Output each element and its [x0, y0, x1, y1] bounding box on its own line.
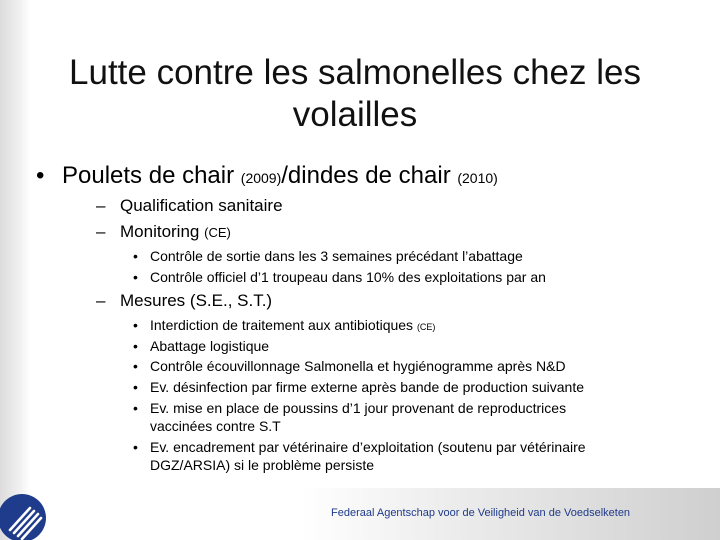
bullet-dot: •: [36, 162, 45, 189]
measure-item-text-cont: vaccinées contre S.T: [150, 418, 281, 434]
sub-bullet-monitoring: [96, 221, 231, 244]
left-decorative-band: [0, 0, 30, 540]
bullet-dot: •: [133, 248, 138, 264]
measure-item-text: Ev. mise en place de poussins d’1 jour provenant de reproductrices: [150, 400, 567, 416]
bullet-dot: •: [133, 338, 138, 354]
bullet-dot: •: [133, 358, 138, 374]
dash-bullet: –: [96, 291, 106, 310]
measure-item: [133, 378, 584, 396]
measure-item-text-cont: DGZ/ARSIA) si le problème persiste: [150, 457, 375, 473]
main-bullet-year-a: (2009): [240, 170, 282, 186]
monitoring-item: [133, 247, 523, 265]
measure-item: [133, 316, 436, 336]
slide-title: [40, 52, 670, 136]
slide-title-line2: volailles: [292, 95, 418, 134]
sub-bullet-mesures-text: Mesures (S.E., S.T.): [120, 291, 273, 310]
sub-bullet-monitoring-text: Monitoring: [120, 222, 205, 241]
monitoring-item: [133, 268, 546, 286]
main-bullet-year-b: (2010): [457, 170, 498, 186]
dash-bullet: –: [96, 222, 106, 241]
measure-item-text: Ev. désinfection par firme externe après bande de production suivante: [150, 379, 584, 395]
main-bullet-text-b: /dindes de chair: [281, 162, 458, 189]
measure-item: [133, 438, 586, 474]
afsca-fork-knife-logo-icon: [0, 478, 62, 540]
main-bullet: [36, 162, 498, 192]
bullet-dot: •: [133, 400, 138, 416]
bullet-dot: •: [133, 379, 138, 395]
sub-bullet-monitoring-small: (CE): [204, 225, 231, 240]
dash-bullet: –: [96, 196, 106, 215]
measure-item: [133, 357, 566, 375]
measure-item-text: Ev. encadrement par vétérinaire d’exploitation (soutenu par vétérinaire: [150, 439, 586, 455]
measure-item-text: Contrôle écouvillonnage Salmonella et hygiénogramme après N&D: [150, 358, 566, 374]
bullet-dot: •: [133, 439, 138, 455]
sub-bullet-qualification: [96, 195, 283, 217]
monitoring-item-text: Contrôle officiel d’1 troupeau dans 10% des exploitations par an: [150, 269, 546, 285]
monitoring-item-text: Contrôle de sortie dans les 3 semaines précédant l’abattage: [150, 248, 523, 264]
measure-item-small: (CE): [416, 322, 436, 332]
measure-item: [133, 399, 567, 435]
sub-bullet-qualification-text: Qualification sanitaire: [120, 196, 283, 215]
measure-item: [133, 337, 270, 355]
bullet-dot: •: [133, 269, 138, 285]
measure-item-text: Abattage logistique: [150, 338, 270, 354]
main-bullet-text-a: Poulets de chair: [62, 162, 241, 189]
footer-agency-name: Federaal Agentschap voor de Veiligheid van de Voedselketen: [331, 507, 631, 519]
measure-item-text: Interdiction de traitement aux antibiotiques: [150, 317, 417, 333]
sub-bullet-mesures: [96, 290, 273, 312]
bullet-dot: •: [133, 317, 138, 333]
slide-title-line1: Lutte contre les salmonelles chez les: [69, 53, 641, 92]
